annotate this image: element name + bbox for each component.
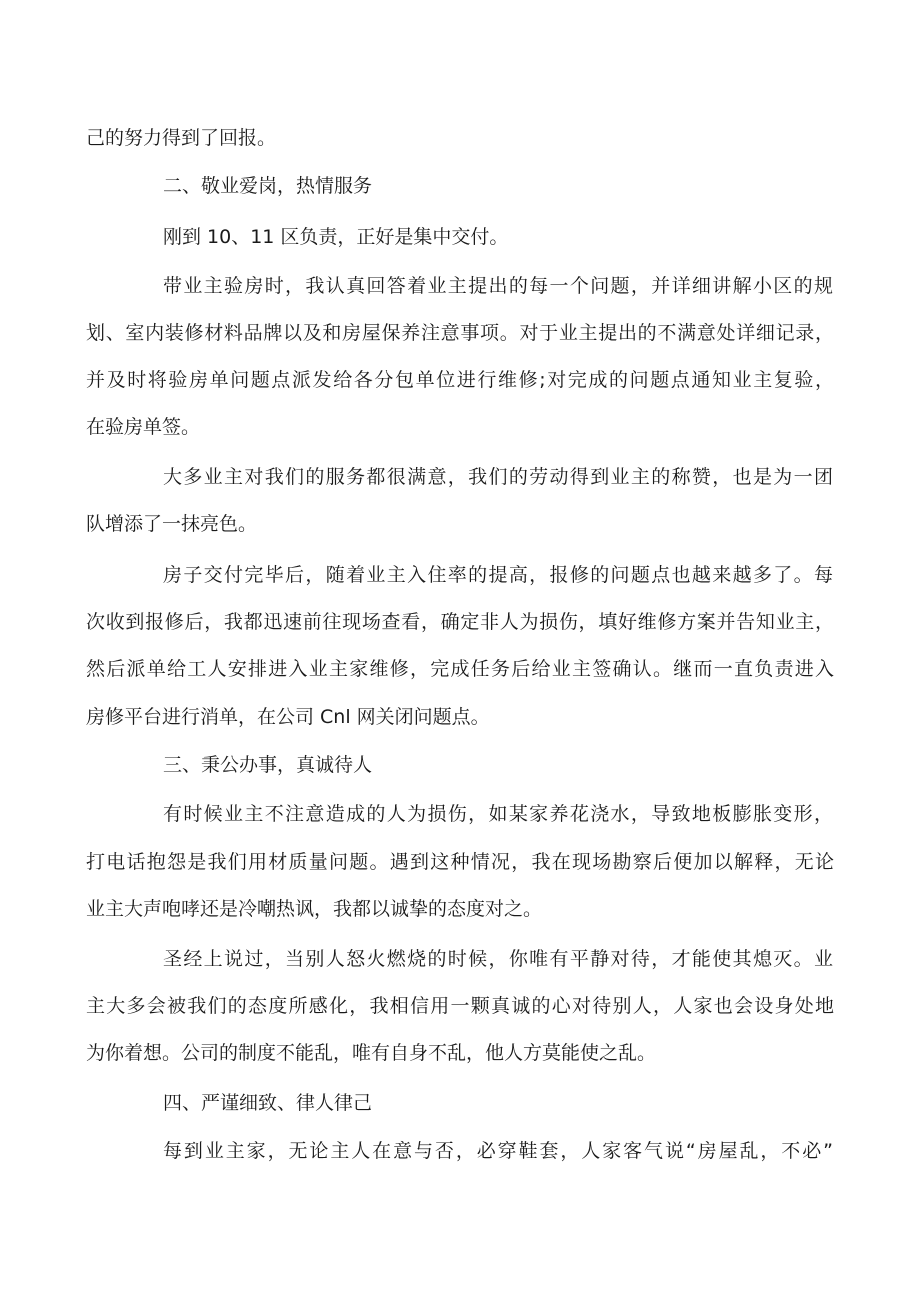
paragraph-line: 主大多会被我们的态度所感化，我相信用一颗真诚的心对待别人，人家也会设身处地	[86, 995, 834, 1017]
paragraph-line: 为你着想。公司的制度不能乱，唯有自身不乱，他人方莫能使之乱。	[86, 1042, 657, 1064]
paragraph-line: 业主大声咆哮还是冷嘲热讽，我都以诚挚的态度对之。	[86, 898, 543, 920]
paragraph-line: 打电话抱怨是我们用材质量问题。遇到这种情况，我在现场勘察后便加以解释，无论	[86, 851, 834, 873]
paragraph-line: 然后派单给工人安排进入业主家维修，完成任务后给业主签确认。继而一直负责进入	[86, 658, 834, 680]
paragraph-line: 每到业主家，无论主人在意与否，必穿鞋套，人家客气说“房屋乱，不必”	[163, 1140, 833, 1162]
section-heading: 四、严谨细致、律人律己	[163, 1092, 373, 1114]
paragraph-line: 大多业主对我们的服务都很满意，我们的劳动得到业主的称赞，也是为一团	[163, 466, 833, 488]
paragraph-line: 队增添了一抹亮色。	[86, 513, 258, 535]
paragraph-line: 己的努力得到了回报。	[86, 127, 277, 149]
paragraph-line: 房子交付完毕后，随着业主入住率的提高，报修的问题点也越来越多了。每	[163, 564, 833, 586]
paragraph-line: 刚到 10、11 区负责，正好是集中交付。	[163, 226, 509, 248]
paragraph-line: 带业主验房时，我认真回答着业主提出的每一个问题，并详细讲解小区的规	[163, 275, 833, 297]
section-heading: 三、秉公办事，真诚待人	[163, 754, 373, 776]
section-heading: 二、敬业爱岗，热情服务	[163, 175, 373, 197]
paragraph-line: 并及时将验房单问题点派发给各分包单位进行维修;对完成的问题点通知业主复验，	[86, 369, 834, 391]
paragraph-line: 圣经上说过，当别人怒火燃烧的时候，你唯有平静对待，才能使其熄灭。业	[163, 948, 833, 970]
paragraph-line: 房修平台进行消单，在公司 Cnl 网关闭问题点。	[86, 706, 490, 728]
paragraph-line: 在验房单签。	[86, 416, 201, 438]
paragraph-line: 有时候业主不注意造成的人为损伤，如某家养花浇水，导致地板膨胀变形，	[163, 803, 833, 825]
paragraph-line: 划、室内装修材料品牌以及和房屋保养注意事项。对于业主提出的不满意处详细记录，	[86, 322, 834, 344]
paragraph-line: 次收到报修后，我都迅速前往现场查看，确定非人为损伤，填好维修方案并告知业主，	[86, 611, 834, 633]
